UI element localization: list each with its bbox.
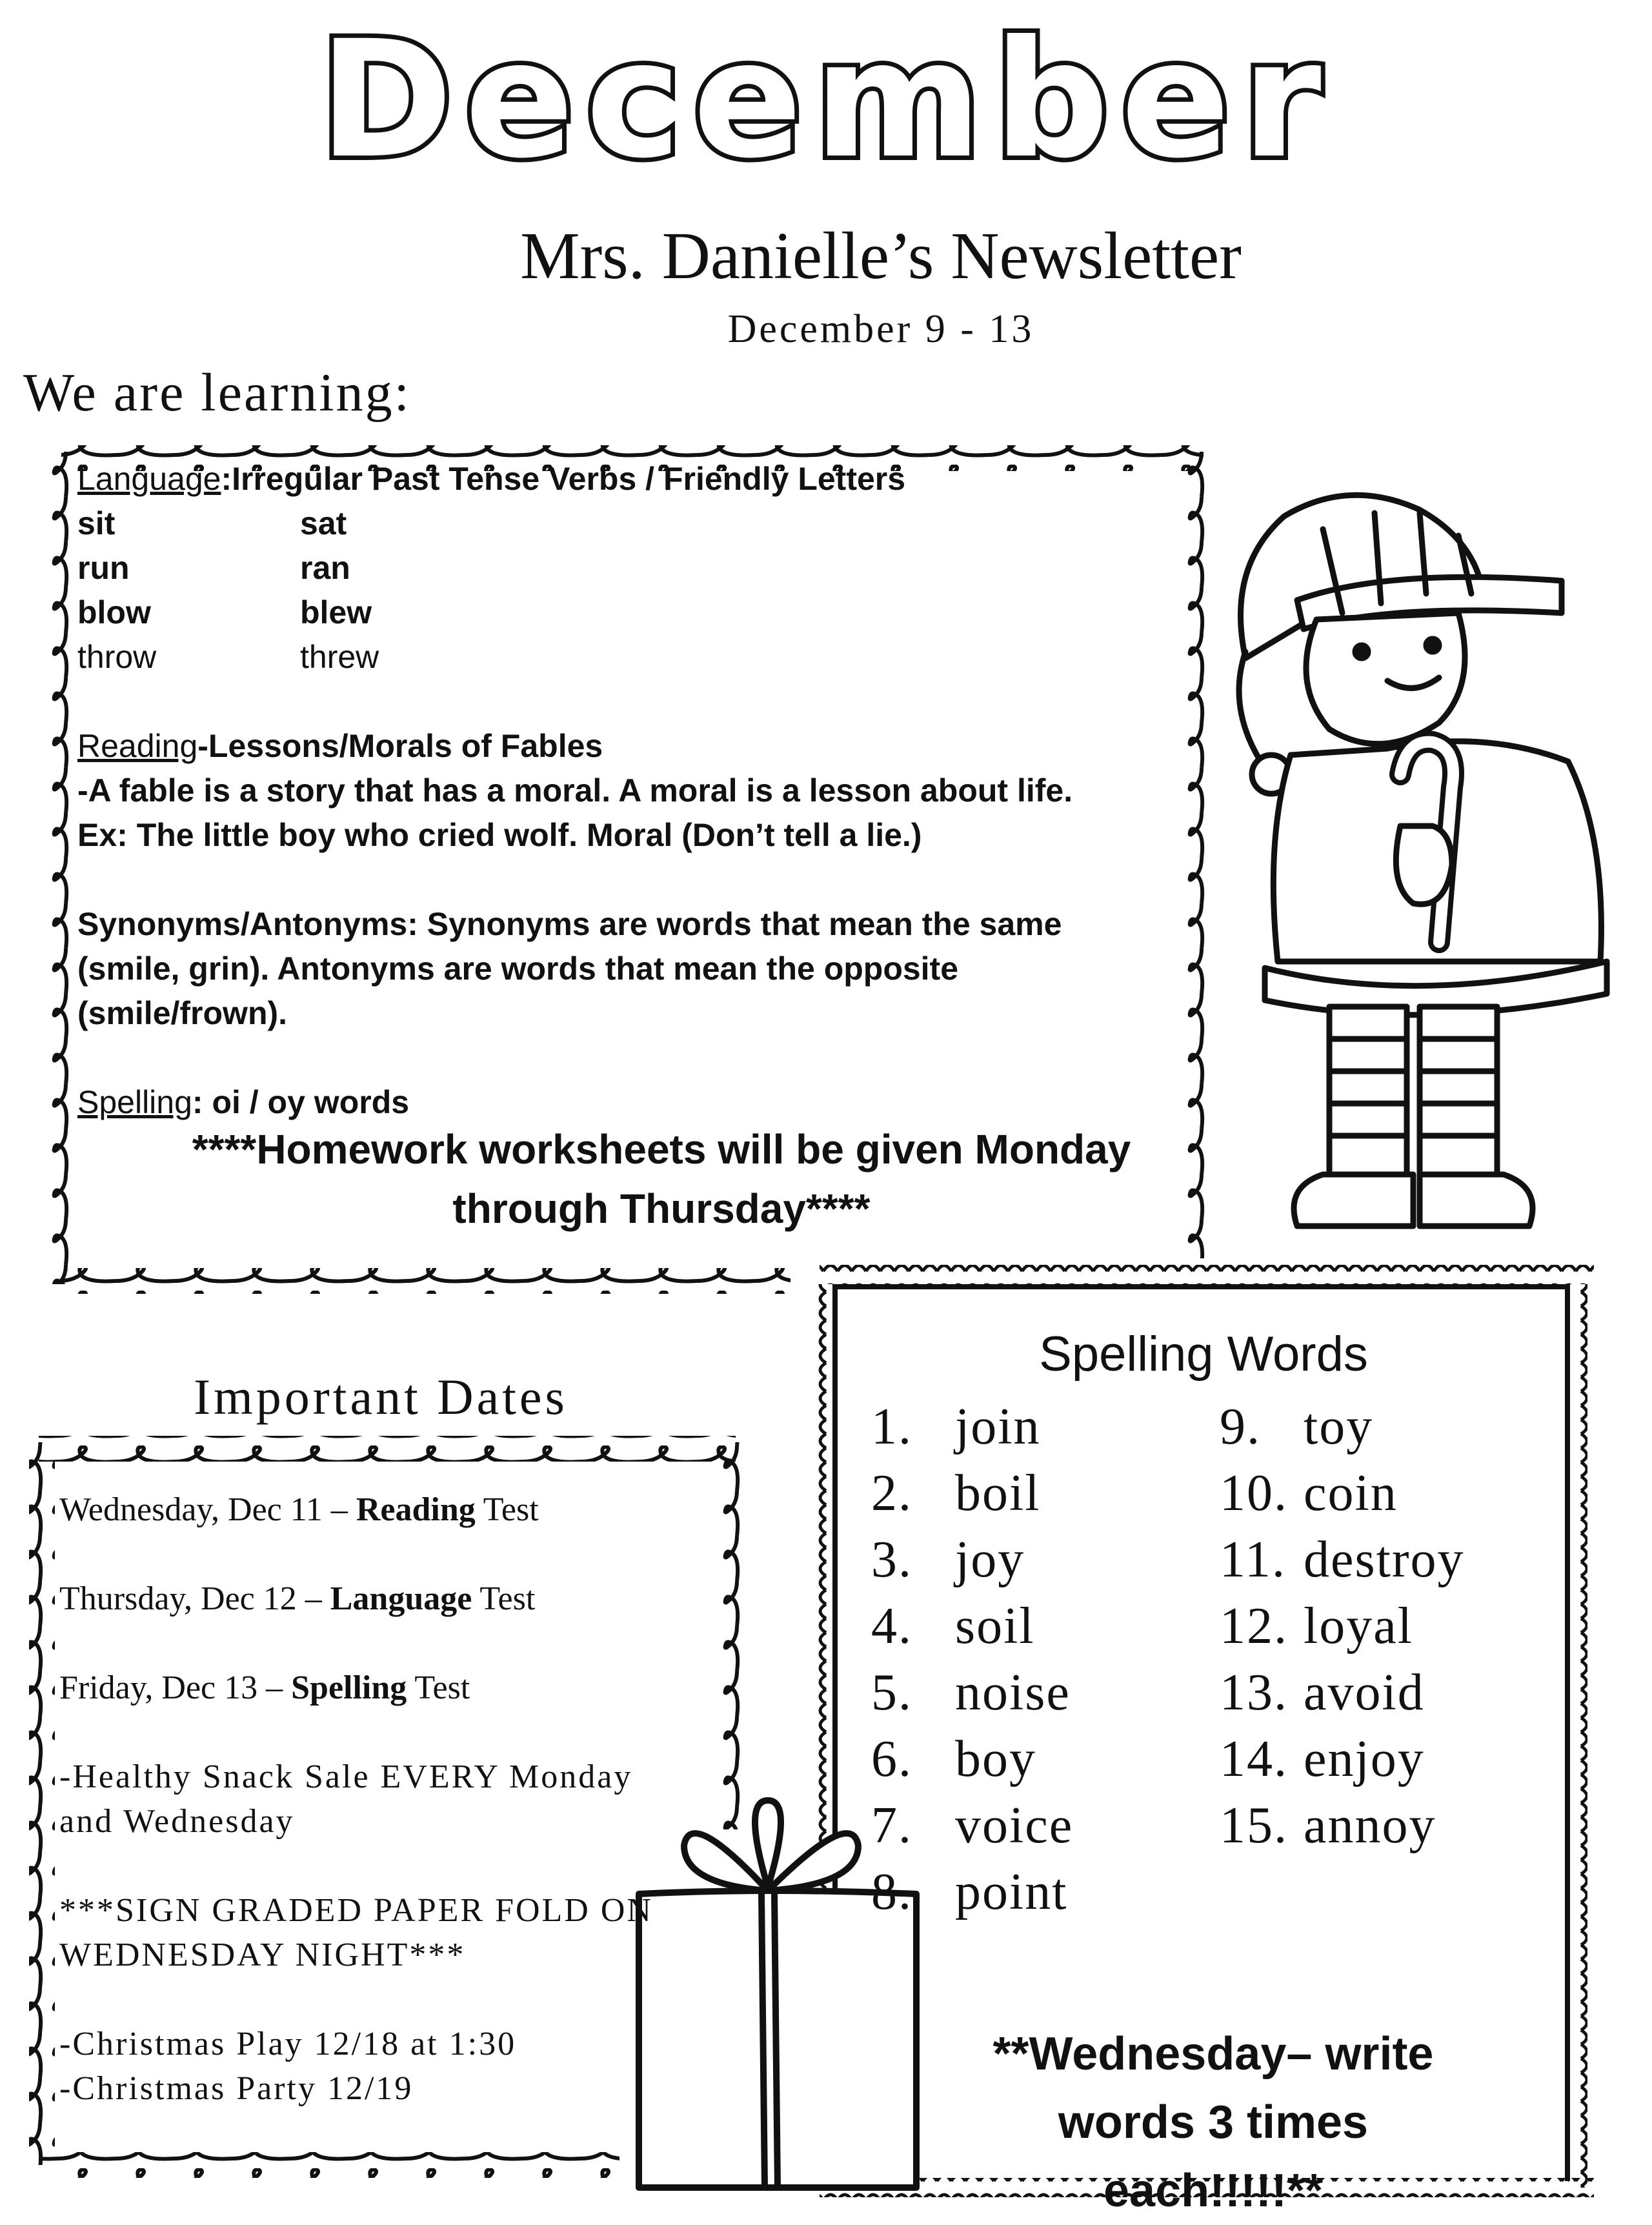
verb-present: throw	[77, 639, 157, 675]
word-text: point	[955, 1864, 1068, 1920]
christmas-play: -Christmas Play 12/18 at 1:30	[59, 2026, 517, 2062]
word-text: enjoy	[1304, 1731, 1425, 1787]
verb-past: threw	[300, 639, 379, 675]
word-number: 5.	[871, 1664, 912, 1721]
verb-past: ran	[300, 550, 350, 586]
spelling-word	[871, 1859, 1067, 1926]
spelling-homework-note	[923, 2020, 1504, 2225]
test-day: Wednesday, Dec 11 –	[59, 1491, 356, 1528]
month-title: December	[319, 6, 1333, 194]
spelling-topic: : oi / oy words	[192, 1084, 410, 1120]
homework-note	[71, 1120, 1252, 1238]
reading-line	[77, 724, 1174, 769]
test-suffix: Test	[475, 1491, 539, 1528]
word-number: 8.	[871, 1864, 912, 1920]
dates-heading: Important Dates	[194, 1369, 568, 1425]
word-text: avoid	[1304, 1664, 1425, 1721]
spelling-label: Spelling	[77, 1084, 192, 1120]
word-number: 12.	[1220, 1598, 1288, 1655]
test-subject: Reading	[356, 1491, 476, 1528]
word-text: join	[955, 1398, 1041, 1455]
snack-sale	[59, 1755, 718, 1844]
word-number: 4.	[871, 1598, 912, 1655]
homework-line-1: ****Homework worksheets will be given Monday	[192, 1126, 1131, 1173]
dates-list	[59, 1487, 718, 2111]
sign-paper-note	[59, 1888, 718, 1977]
spelling-word	[871, 1593, 1035, 1660]
spelling-word	[871, 1394, 1040, 1460]
word-number: 13.	[1220, 1664, 1288, 1721]
verb-row	[77, 546, 1174, 590]
reading-topic: -Lessons/Morals of Fables	[197, 728, 603, 764]
word-number: 3.	[871, 1531, 912, 1588]
verb-present: sit	[77, 505, 116, 541]
synonyms-line-1: Synonyms/Antonyms: Synonyms are words that mean the same	[77, 906, 1062, 942]
spelling-list	[871, 1394, 1549, 2013]
snack-line-2: and Wednesday	[59, 1803, 295, 1840]
spelling-word	[1220, 1394, 1373, 1460]
word-text: annoy	[1304, 1797, 1436, 1854]
word-number: 9.	[1220, 1398, 1261, 1455]
newsletter-title: Mrs. Danielle’s Newsletter	[520, 219, 1242, 293]
language-label: Language	[77, 461, 221, 497]
sign-line-2: WEDNESDAY NIGHT***	[59, 1937, 466, 1973]
reading-label: Reading	[77, 728, 198, 764]
spelling-heading: Spelling Words	[1039, 1327, 1368, 1382]
note-line-1: **Wednesday– write	[992, 2028, 1434, 2080]
test-date	[59, 1666, 718, 1710]
spelling-line	[77, 1080, 1174, 1125]
word-text: boil	[955, 1465, 1041, 1522]
language-topic: :Irregular Past Tense Verbs / Friendly Letters	[221, 461, 906, 497]
word-number: 7.	[871, 1797, 912, 1854]
word-number: 14.	[1220, 1731, 1288, 1787]
test-date	[59, 1576, 718, 1621]
spelling-word	[871, 1527, 1025, 1593]
word-text: loyal	[1304, 1598, 1413, 1655]
spelling-word	[871, 1460, 1040, 1527]
language-line	[77, 457, 1174, 501]
verb-present: run	[77, 550, 130, 586]
test-subject: Language	[330, 1580, 472, 1617]
verb-row	[77, 635, 1174, 680]
elf-child-icon	[1239, 495, 1607, 1226]
word-text: soil	[955, 1598, 1035, 1655]
word-text: joy	[955, 1531, 1025, 1588]
test-suffix: Test	[472, 1580, 536, 1617]
spelling-word	[871, 1726, 1036, 1793]
word-text: destroy	[1304, 1531, 1465, 1588]
word-number: 10.	[1220, 1465, 1288, 1522]
verb-row	[77, 590, 1174, 635]
spelling-word	[1220, 1793, 1436, 1859]
week-range: December 9 - 13	[727, 307, 1034, 351]
learning-heading: We are learning:	[23, 363, 411, 423]
word-number: 1.	[871, 1398, 912, 1455]
word-number: 15.	[1220, 1797, 1288, 1854]
synonyms-line-3: (smile/frown).	[77, 995, 288, 1031]
word-text: boy	[955, 1731, 1036, 1787]
reading-line-2: Ex: The little boy who cried wolf. Moral (Don’t tell a lie.)	[77, 817, 922, 853]
learning-content	[77, 457, 1174, 1125]
note-line-2: words 3 times	[1058, 2097, 1369, 2148]
test-day: Friday, Dec 13 –	[59, 1669, 292, 1706]
verb-row	[77, 501, 1174, 546]
word-number: 11.	[1220, 1531, 1287, 1588]
test-day: Thursday, Dec 12 –	[59, 1580, 330, 1617]
spelling-word	[871, 1793, 1073, 1859]
test-subject: Spelling	[291, 1669, 407, 1706]
word-text: coin	[1304, 1465, 1398, 1522]
spelling-word	[871, 1660, 1071, 1726]
verb-past: sat	[300, 505, 347, 541]
verb-present: blow	[77, 594, 151, 630]
spelling-word	[1220, 1527, 1465, 1593]
word-text: toy	[1304, 1398, 1374, 1455]
spelling-word	[1220, 1660, 1425, 1726]
homework-line-2: through Thursday****	[452, 1185, 871, 1232]
word-text: voice	[955, 1797, 1074, 1854]
spelling-word	[1220, 1726, 1425, 1793]
synonyms-line-2: (smile, grin). Antonyms are words that mean the opposite	[77, 951, 959, 987]
word-number: 6.	[871, 1731, 912, 1787]
spelling-word	[1220, 1460, 1398, 1527]
snack-line-1: -Healthy Snack Sale EVERY Monday	[59, 1758, 633, 1795]
spelling-word	[1220, 1593, 1413, 1660]
test-date	[59, 1487, 718, 1532]
test-suffix: Test	[407, 1669, 470, 1706]
verb-past: blew	[300, 594, 372, 630]
reading-line-1: -A fable is a story that has a moral. A moral is a lesson about life.	[77, 772, 1073, 809]
word-text: noise	[955, 1664, 1071, 1721]
christmas-party: -Christmas Party 12/19	[59, 2070, 414, 2107]
note-line-3: each!!!!!**	[1103, 2165, 1324, 2217]
sign-line-1: ***SIGN GRADED PAPER FOLD ON	[59, 1892, 653, 1929]
word-number: 2.	[871, 1465, 912, 1522]
